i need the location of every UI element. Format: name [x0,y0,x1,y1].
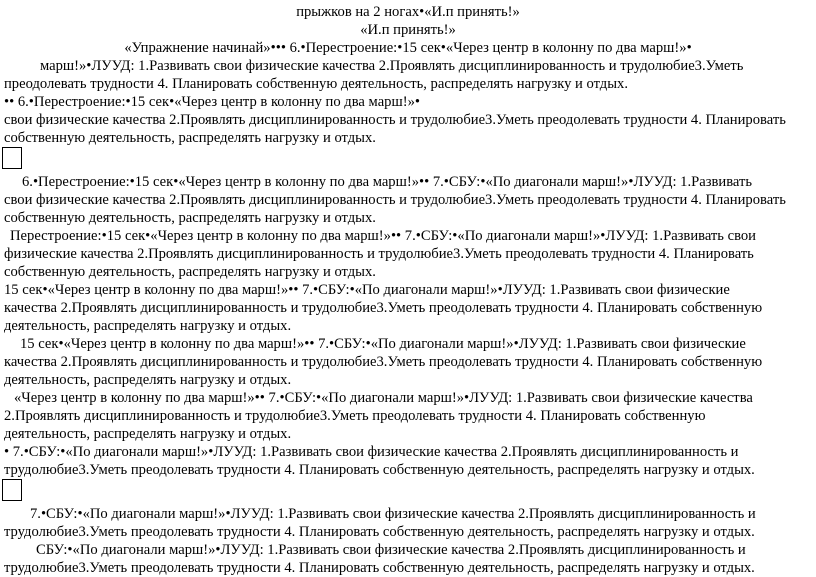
text-line: СБУ:•«По диагонали марш!»•ЛУУД: 1.Развивать свои физические качества 2.Проявлять дисциплинированность и [36,542,746,558]
text-line: собственную деятельность, распределять нагрузку и отдых. [4,130,376,146]
text-line: 6.•Перестроение:•15 сек•«Через центр в колонну по два марш!»•• 7.•СБУ:•«По диагонали марш!»•ЛУУД: 1.Развивать [22,174,753,190]
text-line: качества 2.Проявлять дисциплинированность и трудолюбие3.Уметь преодолевать трудности 4. Планировать собственную [4,300,763,316]
text-line: собственную деятельность, распределять нагрузку и отдых. [4,264,376,280]
text-line: «Через центр в колонну по два марш!»•• 7.•СБУ:•«По диагонали марш!»•ЛУУД: 1.Развивать свои физические качества [14,390,753,406]
text-line: деятельность, распределять нагрузку и отдых. [4,372,292,388]
text-line: 7.•СБУ:•«По диагонали марш!»•ЛУУД: 1.Развивать свои физические качества 2.Проявлять дисциплинированность и [30,506,756,522]
text-line: «Упражнение начинай»••• 6.•Перестроение:•15 сек•«Через центр в колонну по два марш!»• [124,40,692,56]
text-line: собственную деятельность, распределять нагрузку и отдых. [4,210,376,226]
text-line: деятельность, распределять нагрузку и отдых. [4,426,292,442]
text-line: «И.п принять!» [360,22,456,38]
text-line: свои физические качества 2.Проявлять дисциплинированность и трудолюбие3.Уметь преодолевать трудности 4. Планировать [4,192,786,208]
text-line: прыжков на 2 ногах•«И.п принять!» [296,4,520,20]
text-line: физические качества 2.Проявлять дисциплинированность и трудолюбие3.Уметь преодолевать трудности 4. Планировать [4,246,754,262]
text-line: • 7.•СБУ:•«По диагонали марш!»•ЛУУД: 1.Развивать свои физические качества 2.Проявлять дисциплинированность и [4,444,739,460]
text-line: 15 сек•«Через центр в колонну по два марш!»•• 7.•СБУ:•«По диагонали марш!»•ЛУУД: 1.Развивать свои физические [20,336,746,352]
text-line: трудолюбие3.Уметь преодолевать трудности 4. Планировать собственную деятельность, распределять нагрузку и отдых. [4,524,755,540]
text-line: трудолюбие3.Уметь преодолевать трудности 4. Планировать собственную деятельность, распределять нагрузку и отдых. [4,462,755,478]
text-line: Перестроение:•15 сек•«Через центр в колонну по два марш!»•• 7.•СБУ:•«По диагонали марш!»•ЛУУД: 1.Развивать свои [10,228,756,244]
text-line: •• 6.•Перестроение:•15 сек•«Через центр в колонну по два марш!»• [4,94,420,110]
text-line: марш!»•ЛУУД: 1.Развивать свои физические качества 2.Проявлять дисциплинированность и трудолюбие3.Уметь [40,58,744,74]
text-line: качества 2.Проявлять дисциплинированность и трудолюбие3.Уметь преодолевать трудности 4. Планировать собственную [4,354,763,370]
checkbox-square [2,147,22,169]
text-line: трудолюбие3.Уметь преодолевать трудности 4. Планировать собственную деятельность, распределять нагрузку и отдых. [4,560,755,576]
text-line: 15 сек•«Через центр в колонну по два марш!»•• 7.•СБУ:•«По диагонали марш!»•ЛУУД: 1.Развивать свои физические [4,282,730,298]
text-line: 2.Проявлять дисциплинированность и трудолюбие3.Уметь преодолевать трудности 4. Планировать собственную [4,408,706,424]
text-line: преодолевать трудности 4. Планировать собственную деятельность, распределять нагрузку и отдых. [4,76,628,92]
text-line: свои физические качества 2.Проявлять дисциплинированность и трудолюбие3.Уметь преодолевать трудности 4. Планировать [4,112,786,128]
checkbox-square [2,479,22,501]
text-line: деятельность, распределять нагрузку и отдых. [4,318,292,334]
